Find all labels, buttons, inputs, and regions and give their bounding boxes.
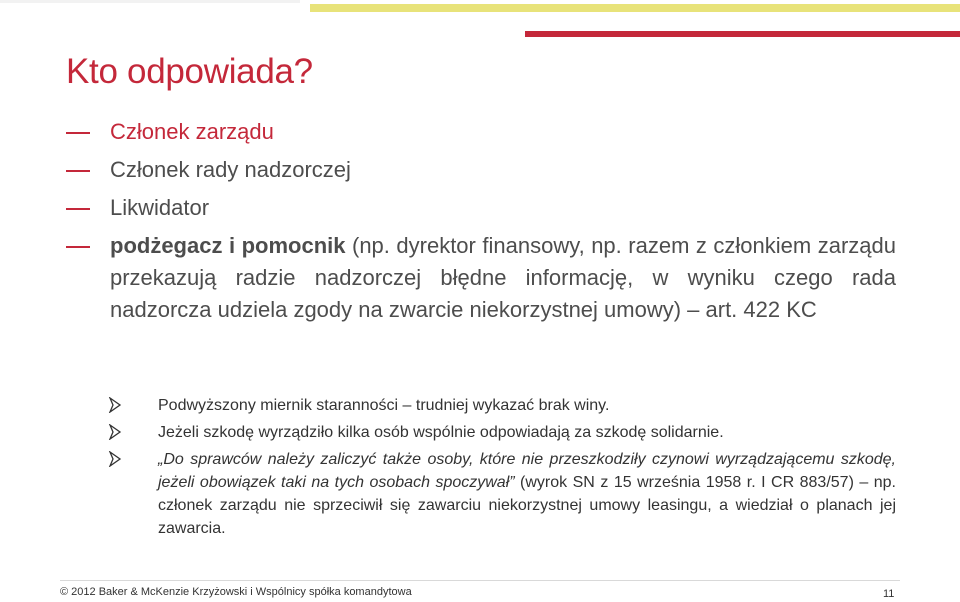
role-label: Członek zarządu — [110, 119, 274, 144]
role-label-bold: podżegacz i pomocnik — [110, 233, 346, 258]
notes-list — [108, 394, 896, 544]
top-red-bar — [525, 31, 960, 37]
slide-title: Kto odpowiada? — [66, 52, 313, 91]
note-quote: „Do sprawców należy zaliczyć także osoby, które nie przeszkodziły czynowi wyrządzającemu szkodę, jeżeli obowiązek taki na tych osobach spoczywał” — [158, 451, 896, 491]
list-item — [108, 394, 896, 417]
role-description: (np. dyrektor finansowy, np. razem z członkiem zarządu przekazują radzie nadzorczej błędne informację, w wyniku czego rada nadzorcza udziela zgody na zwarcie niekorzystnej umowy) – art. 422 KC — [110, 233, 896, 322]
role-label: Członek rady nadzorczej — [110, 157, 351, 182]
dash-bullet-icon — [66, 246, 90, 248]
arrow-bullet-icon — [108, 451, 122, 467]
top-light-bar — [0, 0, 300, 3]
arrow-bullet-icon — [108, 397, 122, 413]
top-yellow-bar — [310, 4, 960, 12]
note-text: (wyrok SN z 15 września 1958 r. I CR 883/57) – np. członek zarządu nie sprzeciwił się zawarciu niekorzystnej umowy leasingu, a wiedział o planach jej zawarcia. — [158, 474, 896, 537]
list-item — [66, 230, 896, 326]
note-text: Podwyższony miernik staranności – trudniej wykazać brak winy. — [158, 397, 610, 414]
note-text: Jeżeli szkodę wyrządziło kilka osób wspólnie odpowiadają za szkodę solidarnie. — [158, 424, 724, 441]
footer-copyright: © 2012 Baker & McKenzie Krzyżowski i Wspólnicy spółka komandytowa — [60, 586, 412, 598]
list-item — [66, 154, 896, 186]
role-label: Likwidator — [110, 195, 210, 220]
list-item — [108, 448, 896, 540]
roles-list — [66, 116, 896, 332]
list-item — [66, 116, 896, 148]
list-item — [66, 192, 896, 224]
dash-bullet-icon — [66, 170, 90, 172]
page-number: 11 — [883, 588, 895, 600]
list-item — [108, 421, 896, 444]
footer-divider — [60, 580, 900, 581]
arrow-bullet-icon — [108, 424, 122, 440]
dash-bullet-icon — [66, 208, 90, 210]
dash-bullet-icon — [66, 132, 90, 134]
